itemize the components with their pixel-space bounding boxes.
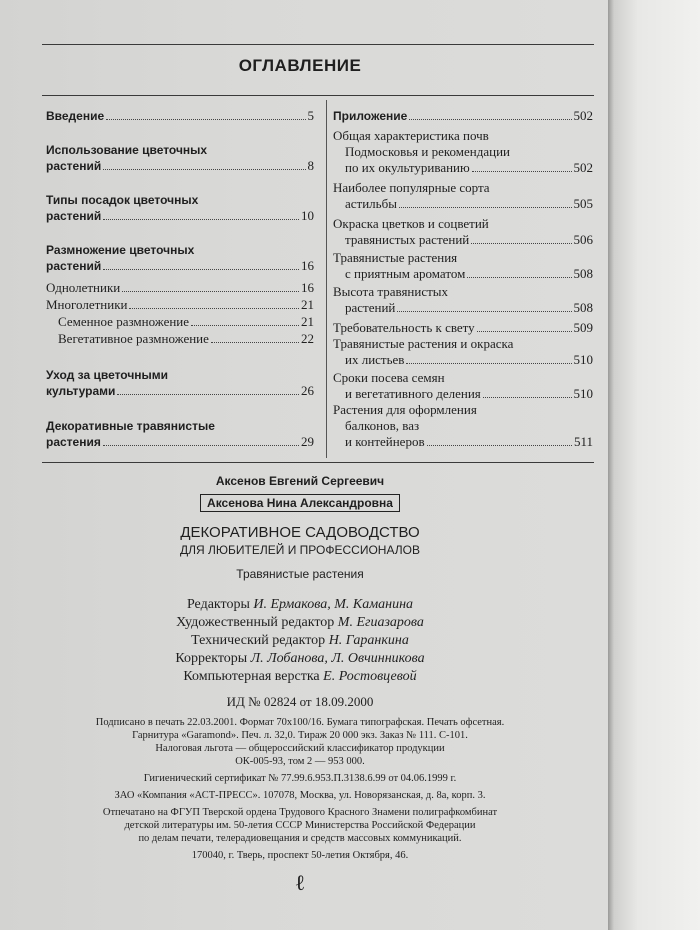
toc-entry-leaves: Травянистые растения и окраска [333, 336, 514, 351]
toc-entry-balconies-l3: и контейнеров 511 [345, 434, 593, 449]
imprint-line-3: Налоговая льгота — общероссийский классификатор продукции [155, 743, 445, 754]
title-rule [42, 95, 594, 96]
toc-entry-decorative: Декоративные травянистые [46, 419, 215, 433]
staff-layout: Компьютерная верстка Е. Ростовцевой [183, 669, 417, 684]
toc-title: ОГЛАВЛЕНИЕ [238, 56, 362, 75]
toc-entry-soils-l3: по их окультуриванию 502 [345, 160, 593, 175]
toc-entry-vegetative: Вегетативное размножение 22 [58, 331, 314, 346]
imprint-line-6: ЗАО «Компания «АСТ-ПРЕСС». 107078, Москва, ул. Новорязанская, д. 8а, корп. 3. [114, 790, 486, 801]
toc-entry-soils: Общая характеристика почв [333, 128, 489, 143]
toc-entry-balconies-l2: балконов, ваз [345, 418, 420, 433]
imprint-line-8: детской литературы им. 50-летия СССР Министерства Российской Федерации [124, 820, 476, 831]
imprint-line-9: по делам печати, телерадиовещания и средств массовых коммуникаций. [138, 833, 462, 844]
toc-entry-soils-l2: Подмосковья и рекомендации [345, 144, 510, 159]
page-edge [608, 0, 700, 930]
book-title: ДЕКОРАТИВНОЕ САДОВОДСТВО [180, 524, 420, 541]
book-subtitle: Травянистые растения [236, 567, 364, 581]
column-divider [326, 100, 327, 458]
author-2: Аксенова Нина Александровна [200, 494, 400, 512]
toc-entry-astilbe-cont: астильбы 505 [345, 196, 593, 211]
toc-entry-decorative-cont: растения 29 [46, 434, 314, 449]
toc-entry-sowing: Сроки посева семян [333, 370, 445, 385]
id-line: ИД № 02824 от 18.09.2000 [226, 694, 374, 709]
toc-entry-astilbe: Наиболее популярные сорта [333, 180, 490, 195]
staff-correctors: Корректоры Л. Лобанова, Л. Овчинникова [175, 651, 425, 666]
toc-entry-light: Требовательность к свету 509 [333, 320, 593, 335]
toc-entry-intro: Введение 5 [46, 108, 314, 123]
imprint-line-2: Гарнитура «Garamond». Печ. л. 32,0. Тираж 20 000 экз. Заказ № 111. С-101. [132, 730, 468, 741]
toc-entry-colors: Окраска цветков и соцветий [333, 216, 489, 231]
staff-tech-editor: Технический редактор Н. Гаранкина [191, 633, 409, 648]
toc-entry-appendix: Приложение 502 [333, 108, 593, 123]
toc-entry-care: Уход за цветочными [46, 368, 169, 382]
toc-entry-aroma-cont: с приятным ароматом 508 [345, 266, 593, 281]
author-1: Аксенов Евгений Сергеевич [215, 474, 385, 488]
toc-entry-annuals: Однолетники 16 [46, 280, 314, 295]
toc-entry-propagation: Размножение цветочных [46, 243, 195, 257]
toc-entry-usage-cont: растений 8 [46, 158, 314, 173]
toc-entry-sowing-cont: и вегетативного деления 510 [345, 386, 593, 401]
toc-entry-seed: Семенное размножение 21 [58, 314, 314, 329]
toc-entry-leaves-cont: их листьев 510 [345, 352, 593, 367]
toc-entry-aroma: Травянистые растения [333, 250, 458, 265]
section-rule [42, 462, 594, 463]
staff-art-editor: Художественный редактор М. Егиазарова [176, 615, 424, 630]
toc-entry-types: Типы посадок цветочных [46, 193, 199, 207]
book-title-2: ДЛЯ ЛЮБИТЕЛЕЙ И ПРОФЕССИОНАЛОВ [180, 543, 420, 557]
imprint-line-5: Гигиенический сертификат № 77.99.6.953.П.3138.6.99 от 04.06.1999 г. [143, 773, 457, 784]
toc-entry-height-cont: растений 508 [345, 300, 593, 315]
toc-entry-types-cont: растений 10 [46, 208, 314, 223]
toc-entry-perennials: Многолетники 21 [46, 297, 314, 312]
toc-entry-care-cont: культурами 26 [46, 383, 314, 398]
publisher-logo-icon: ℓ [295, 870, 305, 895]
toc-entry-balconies: Растения для оформления [333, 402, 477, 417]
staff-editors: Редакторы И. Ермакова, М. Каманина [186, 597, 414, 612]
toc-entry-colors-cont: травянистых растений 506 [345, 232, 593, 247]
toc-entry-usage: Использование цветочных [46, 143, 208, 157]
imprint-line-7: Отпечатано на ФГУП Тверской ордена Трудового Красного Знамени полиграфкомбинат [102, 807, 498, 818]
author-2-box [0, 494, 600, 512]
toc-entry-propagation-cont: растений 16 [46, 258, 314, 273]
imprint-line-1: Подписано в печать 22.03.2001. Формат 70х100/16. Бумага типографская. Печать офсетная. [95, 717, 505, 728]
toc-entry-height: Высота травянистых [333, 284, 449, 299]
imprint-line-4: ОК-005-93, том 2 — 953 000. [235, 756, 365, 767]
top-rule [42, 44, 594, 45]
imprint-line-10: 170040, г. Тверь, проспект 50-летия Октября, 46. [191, 850, 409, 861]
